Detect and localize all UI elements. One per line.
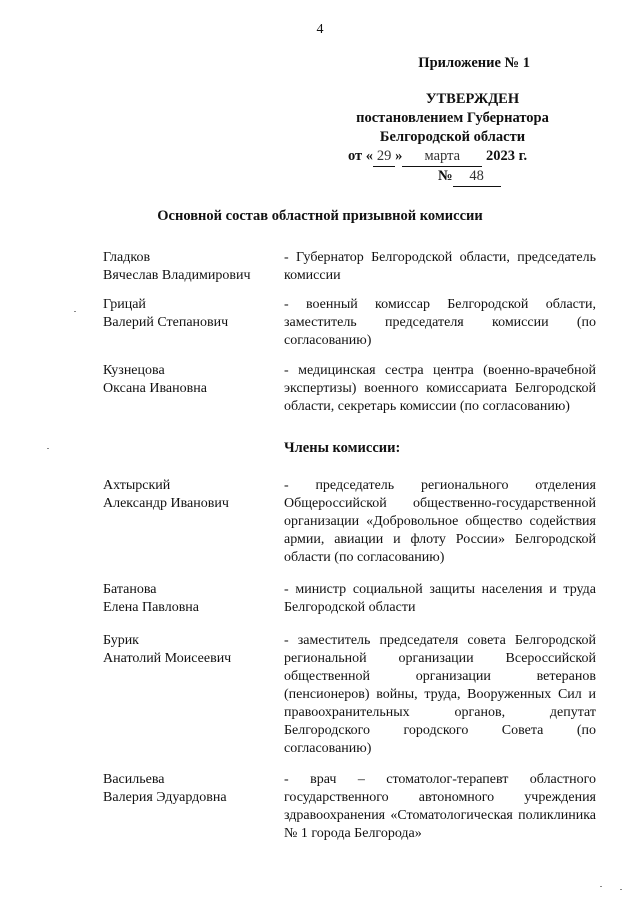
approval-block [340, 90, 565, 187]
given-name: Анатолий Моисеевич [103, 651, 232, 666]
date-year: 2023 г. [485, 148, 528, 164]
approval-number [438, 167, 565, 187]
page-number: 4 [316, 22, 324, 37]
surname: Грицай [103, 297, 146, 312]
surname: Ахтырский [103, 478, 171, 493]
number-prefix: № [438, 168, 453, 184]
scan-speck [47, 448, 49, 449]
surname: Гладков [103, 250, 151, 265]
surname: Васильева [103, 772, 165, 787]
scan-speck [600, 886, 602, 887]
member-role: - военный комиссар Белгородской области, заместитель председателя комиссии (по согласованию) [284, 297, 596, 348]
date-day: 29 [373, 147, 395, 167]
member-name [103, 477, 283, 513]
member-name [103, 249, 283, 285]
given-name: Оксана Ивановна [103, 381, 207, 396]
member-name [103, 362, 283, 398]
surname: Кузнецова [103, 363, 165, 378]
member-name [103, 632, 283, 668]
scan-speck [74, 311, 76, 312]
member-role: - Губернатор Белгородской области, председатель комиссии [284, 250, 596, 283]
number-value: 48 [453, 167, 501, 187]
given-name: Александр Иванович [103, 496, 229, 511]
member-name [103, 771, 283, 807]
member-role: - врач – стоматолог-терапевт областного государственного автономного учреждения здравоохранения «Стоматологическая поликлиника № 1 города Белгорода» [284, 772, 596, 841]
date-prefix: от « [348, 148, 374, 164]
given-name: Валерий Степанович [103, 315, 229, 330]
member-role: - председатель регионального отделения Общероссийской общественно-государственной организации «Добровольное общество содействия армии, авиации и флоту России» Белгородской области (по согласованию) [284, 478, 596, 565]
appendix-label [340, 55, 530, 72]
member-role: - заместитель председателя совета Белгородской региональной организации Всероссийской общественной организации ветеранов (пенсионеров) войны, труда, Вооруженных Сил и правоохранительных органов, депутат Белгородского городского Совета (по согласованию) [284, 633, 596, 756]
scan-speck [620, 889, 622, 890]
approved-by-line1: постановлением Губернатора [356, 110, 549, 126]
member-name [103, 581, 283, 617]
approved-heading: УТВЕРЖДЕН [425, 91, 520, 107]
surname: Бурик [103, 633, 139, 648]
approval-date [348, 147, 565, 167]
appendix-text: Приложение № 1 [418, 55, 530, 71]
members-heading: Члены комиссии: [284, 440, 401, 456]
given-name: Вячеслав Владимирович [103, 268, 251, 283]
member-name [103, 296, 283, 332]
document-title: Основной состав областной призывной комиссии [157, 208, 483, 224]
member-role: - министр социальной защиты населения и труда Белгородской области [284, 582, 596, 615]
given-name: Елена Павловна [103, 600, 200, 615]
given-name: Валерия Эдуардовна [103, 790, 227, 805]
member-role: - медицинская сестра центра (военно-врачебной экспертизы) военного комиссариата Белгородской области, секретарь комиссии (по согласованию) [284, 363, 596, 414]
approved-by-line2: Белгородской области [379, 129, 526, 145]
date-month: марта [402, 147, 482, 167]
date-mid: » [395, 148, 403, 164]
surname: Батанова [103, 582, 157, 597]
